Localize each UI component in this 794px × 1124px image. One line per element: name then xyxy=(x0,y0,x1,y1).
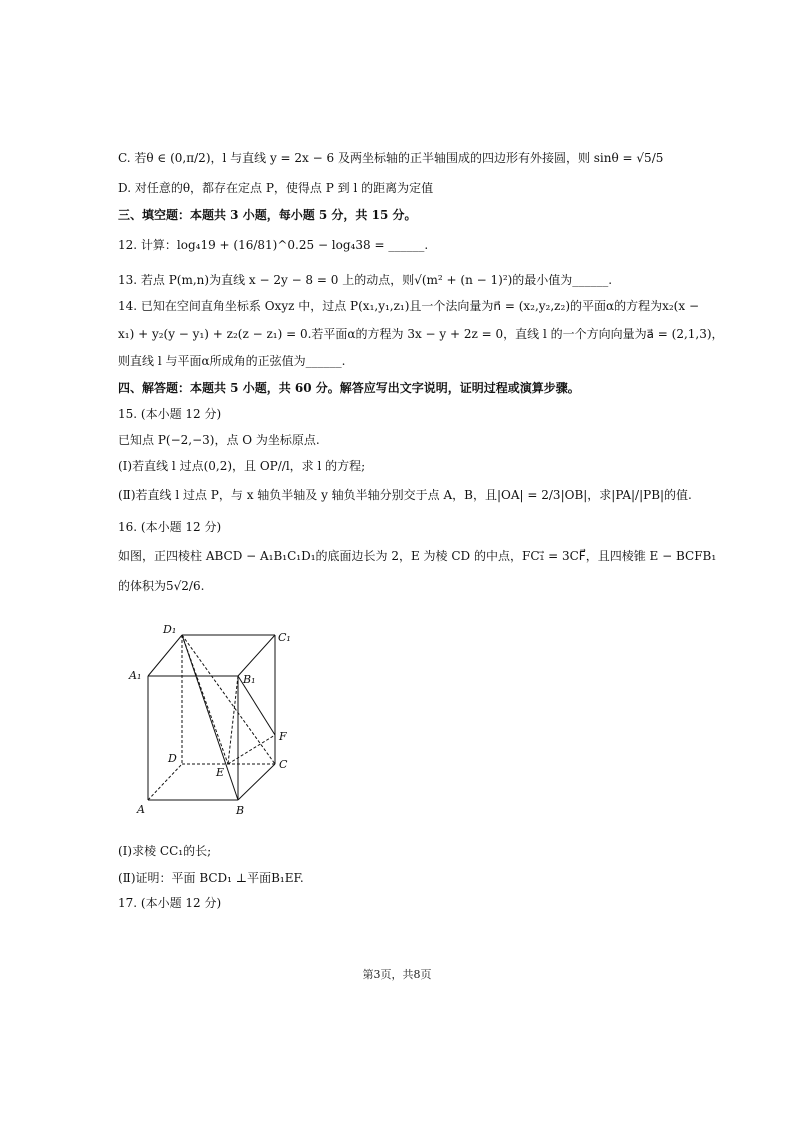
label-b1: B₁ xyxy=(243,673,256,686)
question-14-line-1: 14. 已知在空间直角坐标系 Oxyz 中，过点 P(x₁,y₁,z₁)且一个法向量为n⃗ = (x₂,y₂,z₂)的平面α的方程为x₂(x − xyxy=(118,299,700,313)
question-15-part-2: (Ⅱ)若直线 l 过点 P，与 x 轴负半轴及 y 轴负半轴分别交于点 A，B，且|OA| = 2/3|OB|，求|PA|/|PB|的值. xyxy=(118,488,692,502)
option-c: C. 若θ ∈ (0,π/2)，l 与直线 y = 2x − 6 及两坐标轴的正半轴围成的四边形有外接圆，则 sinθ = √5/5 xyxy=(118,151,664,165)
label-a1: A₁ xyxy=(129,669,142,682)
label-b: B xyxy=(236,804,245,817)
edge-e-f xyxy=(228,735,275,764)
label-c1: C₁ xyxy=(278,631,291,644)
edge-b1-c1 xyxy=(238,635,275,676)
question-16-part-1: (Ⅰ)求棱 CC₁的长; xyxy=(118,844,212,858)
option-d: D. 对任意的θ，都存在定点 P，使得点 P 到 l 的距离为定值 xyxy=(118,181,434,195)
question-16-stem-2: 的体积为5√2/6. xyxy=(118,579,205,593)
edge-b-c xyxy=(238,764,275,800)
question-14-line-3: 则直线 l 与平面α所成角的正弦值为______. xyxy=(118,354,346,368)
edge-a1-d1 xyxy=(148,635,182,676)
question-12: 12. 计算：log₄19 + (16/81)^0.25 − log₄38 = ______. xyxy=(118,238,429,252)
question-14-line-2: x₁) + y₂(y − y₁) + z₂(z − z₁) = 0.若平面α的方程为 3x − y + 2z = 0，直线 l 的一个方向向量为a⃗ = (2,1,3)， xyxy=(118,327,724,341)
prism-figure xyxy=(125,620,315,820)
edge-d1-e xyxy=(182,635,228,764)
page-footer: 第3页，共8页 xyxy=(362,968,432,981)
section-4-heading: 四、解答题：本题共 5 小题，共 60 分。解答应写出文字说明，证明过程或演算步骤。 xyxy=(118,381,580,395)
question-16-part-2: (Ⅱ)证明：平面 BCD₁ ⊥平面B₁EF. xyxy=(118,871,304,885)
label-c: C xyxy=(279,758,288,771)
question-15-part-1: (Ⅰ)若直线 l 过点(0,2)，且 OP//l，求 l 的方程; xyxy=(118,459,366,473)
question-15-header: 15. (本小题 12 分) xyxy=(118,407,222,421)
edge-b1-e xyxy=(228,676,238,764)
question-15-stem: 已知点 P(−2,−3)，点 O 为坐标原点. xyxy=(118,433,320,447)
question-16-header: 16. (本小题 12 分) xyxy=(118,520,222,534)
question-16-stem-1: 如图，正四棱柱 ABCD − A₁B₁C₁D₁的底面边长为 2，E 为棱 CD 的中点，FC₁⃗ = 3CF⃗，且四棱锥 E − BCFB₁ xyxy=(118,549,717,563)
question-13: 13. 若点 P(m,n)为直线 x − 2y − 8 = 0 上的动点，则√(m² + (n − 1)²)的最小值为______. xyxy=(118,273,613,287)
label-d1: D₁ xyxy=(163,623,177,636)
label-a: A xyxy=(137,803,145,816)
label-d: D xyxy=(168,752,177,765)
label-e: E xyxy=(216,766,225,779)
edge-d1-c xyxy=(182,635,275,764)
edge-a-d xyxy=(148,764,182,800)
question-17-header: 17. (本小题 12 分) xyxy=(118,896,222,910)
section-3-heading: 三、填空题：本题共 3 小题，每小题 5 分，共 15 分。 xyxy=(118,208,417,222)
label-f: F xyxy=(279,730,287,743)
